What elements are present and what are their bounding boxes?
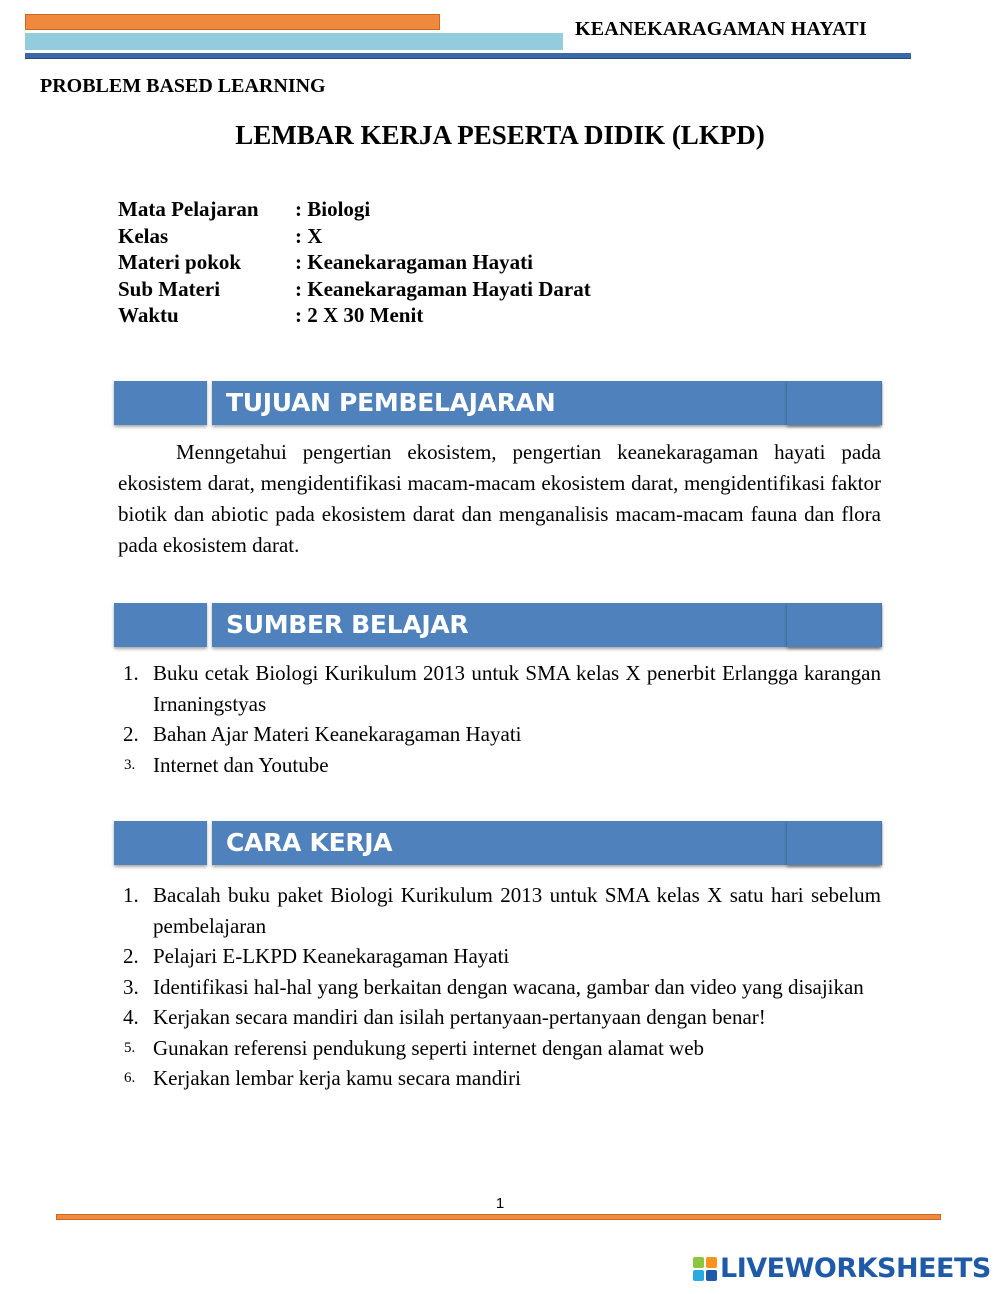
info-value: : X — [295, 223, 323, 248]
list-item — [118, 658, 881, 719]
pbl-label: PROBLEM BASED LEARNING — [40, 75, 326, 97]
header-orange-bar — [25, 14, 440, 30]
info-row-sub-materi — [118, 276, 591, 303]
section-banner-cara — [114, 821, 881, 867]
list-number: 1. — [123, 661, 139, 685]
info-block — [118, 196, 591, 329]
list-item — [118, 941, 881, 972]
info-row-waktu — [118, 302, 591, 329]
info-value: : 2 X 30 Menit — [295, 303, 424, 327]
list-number: 1. — [123, 883, 139, 907]
sumber-list — [118, 658, 881, 780]
list-item — [118, 1063, 881, 1094]
list-item — [118, 1002, 881, 1033]
section-banner-tujuan — [114, 381, 881, 427]
list-text: Gunakan referensi pendukung seperti internet dengan alamat web — [153, 1035, 705, 1060]
info-label: Waktu — [118, 303, 179, 327]
header-navy-rule — [25, 53, 911, 59]
tujuan-paragraph: Menngetahui pengertian ekosistem, pengertian keanekaragaman hayati pada ekosistem darat, mengidentifikasi macam-macam ekosistem darat, mengidentifikasi faktor biotik dan abiotic pada ekosistem darat dan menganalisis macam-macam fauna dan flora pada ekosistem darat. — [118, 440, 881, 557]
info-label: Mata Pelajaran — [118, 197, 259, 221]
list-text: Bacalah buku paket Biologi Kurikulum 2013 untuk SMA kelas X satu hari sebelum pembelajaran — [153, 883, 881, 938]
brand-name: LIVEWORKSHEETS — [720, 1253, 991, 1284]
list-number: 3. — [123, 974, 139, 999]
list-number: 6. — [124, 1070, 136, 1086]
list-number: 5. — [124, 1039, 136, 1056]
list-item — [118, 1033, 881, 1064]
info-row-kelas — [118, 223, 591, 250]
info-label: Materi pokok — [118, 250, 242, 274]
list-item — [118, 972, 881, 1003]
banner-right-block — [787, 821, 881, 865]
list-text: Identifikasi hal-hal yang berkaitan dengan wacana, gambar dan video yang disajikan — [153, 974, 864, 999]
list-item — [118, 880, 881, 941]
section-banner-sumber — [114, 603, 881, 649]
section-title: SUMBER BELAJAR — [226, 610, 469, 639]
banner-left-block — [114, 381, 207, 425]
page-number: 1 — [495, 1195, 505, 1212]
info-value: : Keanekaragaman Hayati — [295, 250, 533, 274]
info-label: Sub Materi — [118, 276, 221, 301]
list-text: Buku cetak Biologi Kurikulum 2013 untuk SMA kelas X penerbit Erlangga karangan Irnaningstyas — [153, 661, 881, 716]
liveworksheets-icon — [693, 1257, 717, 1281]
banner-left-block — [114, 821, 207, 865]
cara-list — [118, 880, 881, 1094]
list-text: Bahan Ajar Materi Keanekaragaman Hayati — [153, 722, 522, 746]
header-light-blue-bar — [25, 33, 563, 50]
info-value: : Biologi — [295, 197, 371, 221]
section-title: CARA KERJA — [226, 828, 393, 857]
list-number: 2. — [123, 944, 139, 968]
list-item — [118, 750, 881, 781]
info-label: Kelas — [118, 223, 169, 248]
info-row-materi-pokok — [118, 249, 591, 276]
banner-right-block — [787, 381, 881, 425]
list-item — [118, 719, 881, 750]
list-number: 3. — [124, 756, 136, 773]
list-text: Internet dan Youtube — [153, 752, 329, 777]
liveworksheets-logo[interactable] — [693, 1253, 991, 1284]
footer-orange-bar — [56, 1214, 941, 1220]
list-text: Kerjakan secara mandiri dan isilah pertanyaan-pertanyaan dengan benar! — [153, 1005, 766, 1029]
header-title: KEANEKARAGAMAN HAYATI — [575, 18, 867, 40]
page-title: LEMBAR KERJA PESERTA DIDIK (LKPD) — [235, 120, 765, 150]
banner-right-block — [787, 603, 881, 647]
list-number: 2. — [123, 722, 139, 746]
section-title: TUJUAN PEMBELAJARAN — [226, 388, 556, 417]
info-value: : Keanekaragaman Hayati Darat — [295, 276, 591, 301]
info-row-mata-pelajaran — [118, 196, 591, 223]
banner-left-block — [114, 603, 207, 647]
list-number: 4. — [123, 1005, 139, 1029]
list-text: Kerjakan lembar kerja kamu secara mandiri — [153, 1066, 521, 1090]
list-text: Pelajari E-LKPD Keanekaragaman Hayati — [153, 944, 510, 968]
